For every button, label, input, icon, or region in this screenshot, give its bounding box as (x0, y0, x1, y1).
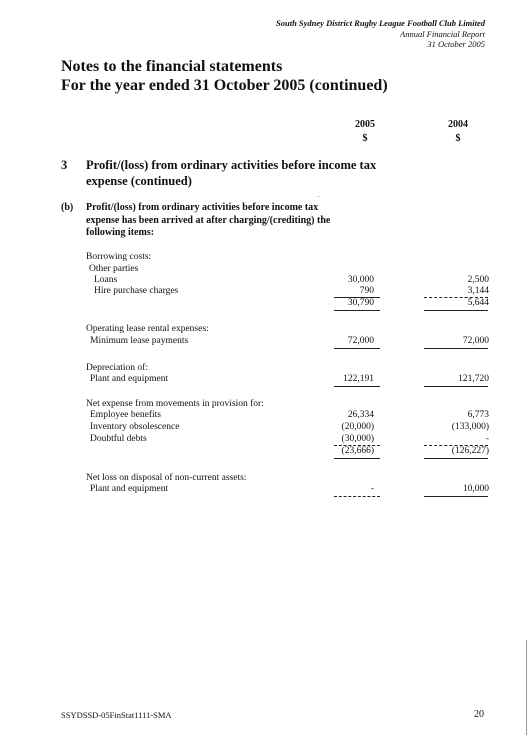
year-2005: 2005 (355, 119, 375, 130)
scan-edge-mark (526, 640, 527, 735)
disposal-heading: Net loss on disposal of non-current assets: (86, 473, 247, 483)
borrowing-sub: Other parties (89, 264, 139, 274)
rule (424, 386, 488, 387)
currency-2004: $ (455, 133, 461, 144)
rule (424, 348, 488, 349)
report-date: 31 October 2005 (427, 39, 485, 49)
rule (334, 496, 380, 497)
report-name: Annual Financial Report (400, 28, 485, 39)
year-2004: 2004 (448, 119, 468, 130)
column-header-2005 (335, 118, 395, 146)
currency-2005: $ (362, 133, 368, 144)
title-line-2: For the year ended 31 October 2005 (continued) (61, 77, 388, 94)
inventory-2005: (20,000) (341, 422, 374, 432)
page-title (61, 57, 388, 95)
section-title: Profit/(loss) from ordinary activities before income tax expense (continued) (86, 158, 377, 188)
hire-2005: 790 (359, 286, 374, 296)
doubtful-label: Doubtful debts (90, 434, 147, 444)
inventory-label: Inventory obsolescence (90, 422, 180, 432)
depreciation-plant-label: Plant and equipment (90, 374, 169, 384)
inventory-2004: (133,000) (451, 422, 489, 432)
rule (334, 386, 380, 387)
provisions-total-2004: (126,227) (451, 446, 489, 456)
title-line-1: Notes to the financial statements (61, 58, 283, 75)
disposal-2005: - (370, 484, 374, 494)
loans-2005: 30,000 (347, 275, 374, 285)
depreciation-2005: 122,191 (343, 374, 374, 384)
subsection-label: (b) (61, 202, 74, 213)
rule (424, 458, 488, 459)
rule (334, 348, 380, 349)
page-number: 20 (474, 709, 484, 720)
provisions-heading: Net expense from movements in provision for: (86, 399, 264, 409)
depreciation-heading: Depreciation of: (86, 363, 148, 373)
subsection-title: Profit/(loss) from ordinary activities before income tax expense has been arrived at after charging/(crediting) the following items: (86, 202, 331, 238)
min-lease-2005: 72,000 (347, 336, 374, 346)
section-number: 3 (61, 158, 68, 172)
borrowing-total-2004: 5,644 (467, 298, 489, 308)
borrowing-heading: Borrowing costs: (86, 252, 152, 262)
rule (334, 310, 380, 311)
loans-2004: 2,500 (467, 275, 489, 285)
loans-label: Loans (94, 275, 118, 285)
provisions-total-2005: (23,666) (341, 446, 374, 456)
employee-2004: 6,773 (467, 410, 489, 420)
disposal-2004: 10,000 (462, 484, 489, 494)
report-header (276, 18, 485, 50)
disposal-plant-label: Plant and equipment (90, 484, 169, 494)
document-code: SSYDSSD-05FinStat1111-SMA (61, 710, 172, 720)
rule (334, 458, 380, 459)
club-name: South Sydney District Rugby League Football Club Limited (276, 18, 485, 28)
employee-2005: 26,334 (347, 410, 374, 420)
hire-label: Hire purchase charges (94, 286, 179, 296)
scan-speck (318, 196, 319, 197)
min-lease-label: Minimum lease payments (90, 336, 189, 346)
min-lease-2004: 72,000 (462, 336, 489, 346)
rule (424, 496, 488, 497)
doubtful-2005: (30,000) (341, 434, 374, 444)
lease-heading: Operating lease rental expenses: (86, 324, 209, 334)
employee-label: Employee benefits (90, 410, 161, 420)
hire-2004: 3,144 (467, 286, 489, 296)
borrowing-total-2005: 30,790 (347, 298, 374, 308)
column-header-2004 (428, 118, 488, 146)
doubtful-2004: - (485, 434, 489, 444)
rule (424, 310, 488, 311)
depreciation-2004: 121,720 (458, 374, 489, 384)
